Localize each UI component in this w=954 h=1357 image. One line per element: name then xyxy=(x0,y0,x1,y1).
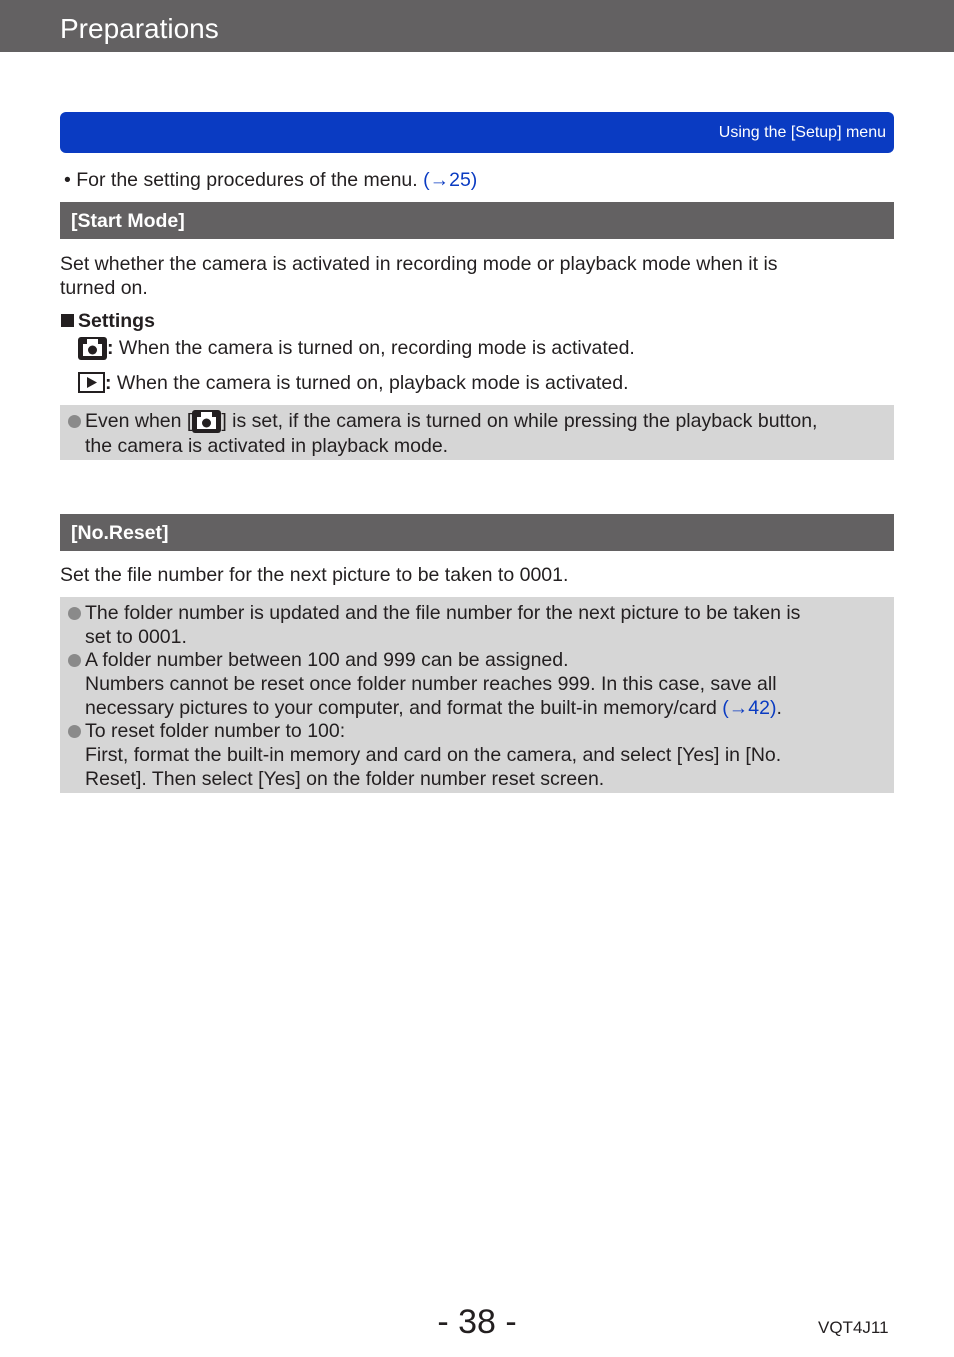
no-reset-description: Set the file number for the next picture to be taken to 0001. xyxy=(60,564,569,586)
menu-banner-label: Using the [Setup] menu xyxy=(718,124,886,141)
note-text-line: First, format the built-in memory and card on the camera, and select [Yes] in [No. xyxy=(85,744,782,766)
page-header xyxy=(0,0,954,52)
option-text: When the camera is turned on, recording mode is activated. xyxy=(113,337,635,360)
description-line: Set whether the camera is activated in recording mode or playback mode when it is xyxy=(60,253,778,275)
page-link[interactable]: (→42) xyxy=(722,697,777,719)
section-title: [Start Mode] xyxy=(71,210,185,232)
bullet-icon xyxy=(68,654,81,667)
setting-option-recording xyxy=(78,336,635,362)
note-text-line: To reset folder number to 100: xyxy=(85,720,346,742)
section-no-reset xyxy=(60,514,894,551)
description-line: turned on. xyxy=(60,277,148,299)
square-bullet-icon xyxy=(61,314,74,327)
option-colon: : xyxy=(105,372,112,394)
menu-banner xyxy=(60,112,894,153)
camera-icon xyxy=(78,336,107,362)
section-title: [No.Reset] xyxy=(71,522,169,544)
settings-heading: Settings xyxy=(78,310,155,332)
setting-option-playback xyxy=(78,371,629,396)
camera-icon xyxy=(192,409,221,434)
playback-icon xyxy=(78,372,105,396)
note-text-line: Numbers cannot be reset once folder number reaches 999. In this case, save all xyxy=(85,673,777,695)
option-text: When the camera is turned on, playback mode is activated. xyxy=(111,372,629,394)
intro-text: • For the setting procedures of the menu. xyxy=(64,169,424,191)
start-mode-description xyxy=(60,252,890,300)
intro-page-link[interactable]: (→25) xyxy=(423,169,478,191)
page-number: - 38 - xyxy=(437,1303,517,1341)
note-period: . xyxy=(776,697,782,719)
note-text-line: the camera is activated in playback mode. xyxy=(85,435,449,458)
bullet-icon xyxy=(68,607,81,620)
start-mode-note xyxy=(60,405,894,460)
note-text-line: A folder number between 100 and 999 can be assigned. xyxy=(85,649,569,671)
option-colon: : xyxy=(107,337,114,360)
note-text-line: set to 0001. xyxy=(85,626,187,648)
bullet-icon xyxy=(68,415,81,428)
note-text-part: necessary pictures to your computer, and format the built-in memory/card xyxy=(85,697,723,719)
page-title: Preparations xyxy=(60,13,219,44)
no-reset-notes xyxy=(60,597,894,793)
note-text-line: The folder number is updated and the file number for the next picture to be taken is xyxy=(85,602,801,624)
intro-line xyxy=(64,168,477,192)
section-start-mode xyxy=(60,202,894,239)
document-code: VQT4J11 xyxy=(818,1318,889,1337)
bullet-icon xyxy=(68,725,81,738)
note-text-line: Reset]. Then select [Yes] on the folder number reset screen. xyxy=(85,768,605,790)
note-text-part: ] is set, if the camera is turned on while pressing the playback button, xyxy=(221,410,818,432)
note-text-part: Even when [ xyxy=(85,410,193,432)
